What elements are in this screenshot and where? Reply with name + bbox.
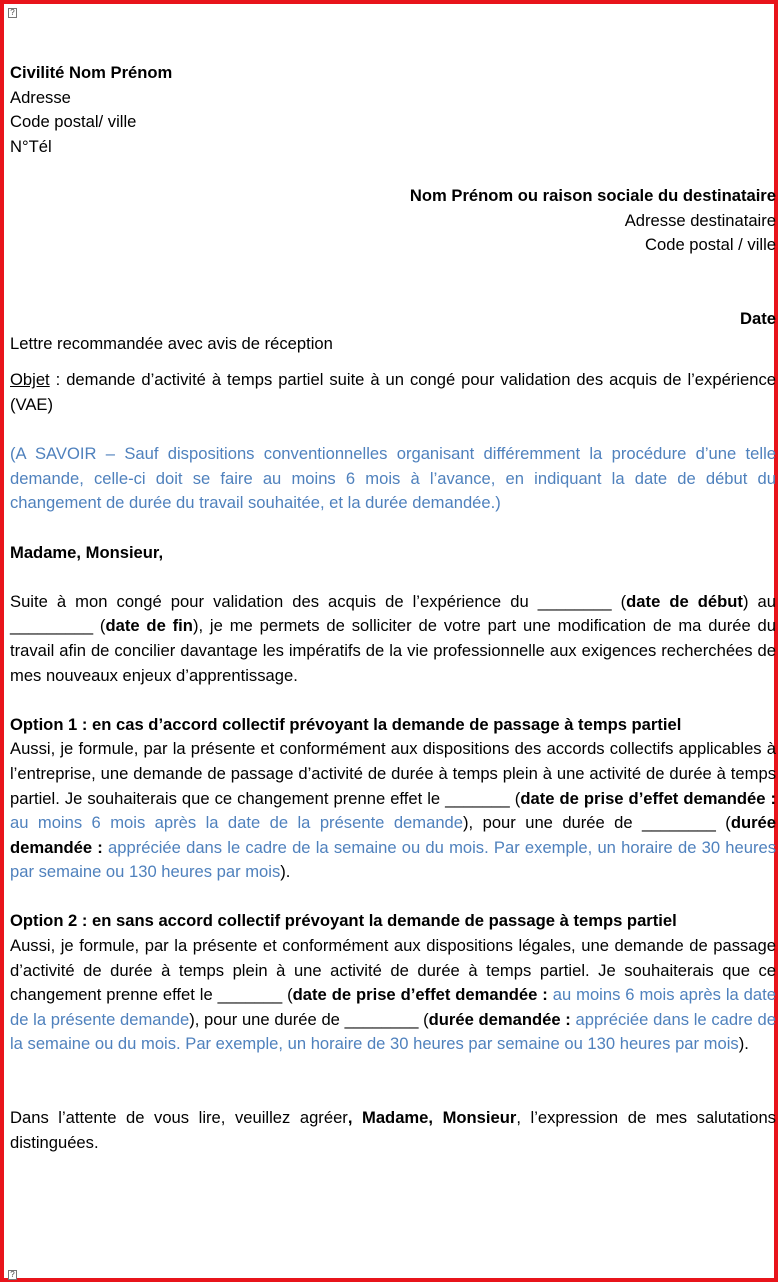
object-text: : demande d’activité à temps partiel suite à un congé pour validation des acquis de l’expérience (VAE) <box>10 370 776 415</box>
duration-hint: appréciée dans le cadre de la semaine ou du mois. Par exemple, un horaire de 30 heures par semaine ou 130 heures par mois <box>10 837 777 882</box>
option-1-text: ), pour une durée de ________ ( <box>463 813 731 833</box>
sender-name: Civilité Nom Prénom <box>10 63 173 82</box>
option-1-section <box>10 713 776 885</box>
sender-address: Adresse <box>10 87 71 107</box>
option-1-text: ). <box>280 862 291 882</box>
sender-phone: N°Tél <box>10 136 52 156</box>
effective-date-hint: au moins 6 mois après la date de la présente demande <box>10 985 776 1029</box>
duration-label: durée demandée : <box>10 813 777 857</box>
closing-salutation: , Madame, Monsieur <box>347 1108 517 1128</box>
effective-date-label: date de prise d’effet demandée : <box>292 985 548 1005</box>
intro-text: ) au _________ ( <box>10 591 776 636</box>
option-2-text: Aussi, je formule, par la présente et conformément aux dispositions légales, une demande de passage d’activité de durée à temps plein à une activité de durée à temps partiel. Je souhaiterais que ce changement prenne effet le _______ ( <box>10 936 776 1005</box>
closing-text: , l’expression de mes salutations distinguées. <box>10 1108 776 1152</box>
end-date-label: date de fin <box>105 616 193 636</box>
salutation: Madame, Monsieur, <box>10 542 164 562</box>
sender-block <box>10 61 776 159</box>
recipient-name: Nom Prénom ou raison sociale du destinataire <box>409 185 776 205</box>
closing-paragraph <box>10 1106 776 1155</box>
intro-text: Suite à mon congé pour validation des acquis de l’expérience du ________ ( <box>10 591 627 611</box>
effective-date-hint: au moins 6 mois après la date de la présente demande <box>10 813 464 833</box>
mail-mode: Lettre recommandée avec avis de réception <box>10 333 333 353</box>
option-1-text: Aussi, je formule, par la présente et conformément aux dispositions des accords collectifs applicables à l’entreprise, une demande de passage d’activité de durée à temps plein à une activité de durée à temps partiel. Je souhaiterais que ce changement prenne effet le _______ ( <box>10 739 776 808</box>
intro-text: ), je me permets de solliciter de votre part une modification de ma durée du travail afin de concilier davantage les impératifs de la vie professionnelle aux exigences recherchées de mes nouveaux enjeux d’apprentissage. <box>10 616 776 685</box>
recipient-postal-city: Code postal / ville <box>645 235 776 255</box>
closing-text: Dans l’attente de vous lire, veuillez agréer <box>10 1108 348 1128</box>
sender-postal-city: Code postal/ ville <box>10 112 137 132</box>
effective-date-label: date de prise d’effet demandée : <box>520 788 776 808</box>
option-2-heading: Option 2 : en sans accord collectif prévoyant la demande de passage à temps partiel <box>10 911 677 931</box>
recipient-address: Adresse destinataire <box>624 210 776 230</box>
broken-image-icon: ? <box>8 8 17 18</box>
letter-body <box>10 61 776 1155</box>
duration-hint: appréciée dans le cadre de la semaine ou du mois. Par exemple, un horaire de 30 heures par semaine ou 130 heures par mois <box>10 1009 776 1054</box>
broken-image-icon: ? <box>8 1270 17 1280</box>
recipient-block <box>10 184 776 258</box>
option-1-heading: Option 1 : en cas d’accord collectif prévoyant la demande de passage à temps partiel <box>10 714 682 734</box>
option-2-paragraph <box>10 934 776 1057</box>
intro-paragraph <box>10 590 776 688</box>
option-2-section <box>10 909 776 1057</box>
option-2-text: ). <box>738 1034 749 1054</box>
letter-date: Date <box>740 308 776 328</box>
duration-label: durée demandée : <box>428 1009 571 1029</box>
option-1-paragraph <box>10 737 776 885</box>
option-2-text: ), pour une durée de ________ ( <box>189 1009 429 1029</box>
start-date-label: date de début <box>626 591 743 611</box>
object-label: Objet <box>10 370 50 390</box>
advisory-note: (A SAVOIR – Sauf dispositions conventionnelles organisant différemment la procédure d’une telle demande, celle-ci doit se faire au moins 6 mois à l’avance, en indiquant la date de début du changement de durée du travail souhaitée, et la durée demandée.) <box>10 444 776 513</box>
object-line <box>10 368 776 417</box>
